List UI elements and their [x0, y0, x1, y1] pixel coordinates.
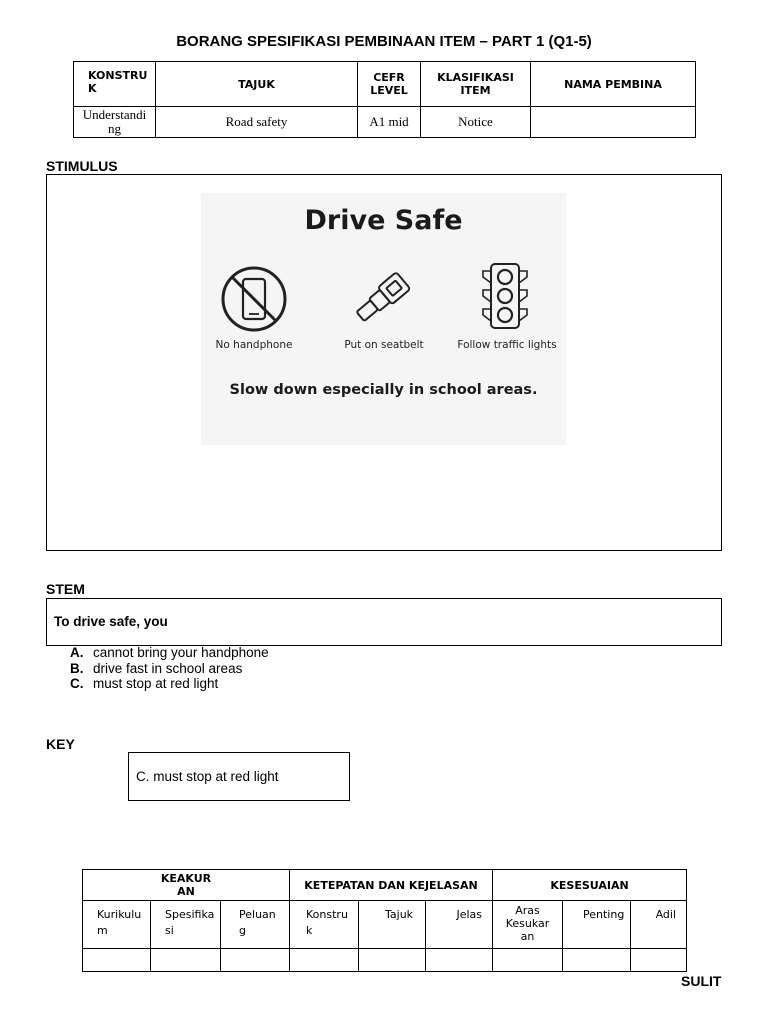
- option-a: [70, 645, 269, 661]
- options-list: [70, 645, 269, 692]
- key-box: [128, 752, 350, 801]
- seatbelt-icon: [348, 265, 420, 331]
- review-table: [82, 869, 687, 972]
- spec-header-cefr: CEFR LEVEL: [358, 62, 421, 107]
- spec-header-row: [74, 62, 696, 107]
- criteria-peluang: Peluan g: [221, 901, 290, 949]
- spec-value-konstruk: Understandi ng: [74, 107, 156, 138]
- criteria-konstruk: Konstru k: [290, 901, 359, 949]
- criteria-spesifikasi: Spesifika si: [151, 901, 221, 949]
- form-title: BORANG SPESIFIKASI PEMBINAAN ITEM – PART 1 (Q1-5): [176, 33, 592, 50]
- spec-value-klasifikasi: Notice: [421, 107, 531, 138]
- option-letter: C.: [70, 676, 84, 691]
- option-text: drive fast in school areas: [93, 660, 243, 676]
- caption-seatbelt: Put on seatbelt: [344, 339, 424, 351]
- criteria-adil: Adil: [631, 901, 687, 949]
- key-label: KEY: [46, 736, 75, 752]
- value-jelas[interactable]: [426, 949, 493, 972]
- option-letter: B.: [70, 660, 84, 676]
- traffic-light-icon: [477, 261, 533, 331]
- stimulus-label: STIMULUS: [46, 158, 118, 174]
- criteria-aras-kesukaran: Aras Kesukar an: [493, 901, 563, 949]
- value-kurikulum[interactable]: [83, 949, 151, 972]
- spec-value-row: [74, 107, 696, 138]
- review-value-row: [83, 949, 687, 972]
- criteria-kurikulum: Kurikulu m: [83, 901, 151, 949]
- caption-traffic-lights: Follow traffic lights: [457, 339, 557, 351]
- value-konstruk[interactable]: [290, 949, 359, 972]
- spec-table: [73, 61, 696, 138]
- spec-header-konstruk: KONSTRU K: [74, 62, 156, 107]
- footer-classification: SULIT: [681, 973, 722, 989]
- spec-value-cefr: A1 mid: [358, 107, 421, 138]
- value-tajuk[interactable]: [359, 949, 426, 972]
- group-ketepatan: KETEPATAN DAN KEJELASAN: [290, 870, 493, 901]
- spec-header-tajuk: TAJUK: [156, 62, 358, 107]
- poster-message: Slow down especially in school areas.: [229, 382, 538, 398]
- criteria-penting: Penting: [563, 901, 631, 949]
- spec-value-tajuk: Road safety: [156, 107, 358, 138]
- stem-box: [46, 598, 722, 646]
- option-letter: A.: [70, 645, 84, 660]
- key-answer: C. must stop at red light: [136, 769, 279, 784]
- value-peluang[interactable]: [221, 949, 290, 972]
- group-keakuran: KEAKUR AN: [83, 870, 290, 901]
- group-kesesuaian: KESESUAIAN: [493, 870, 687, 901]
- spec-header-klasifikasi: KLASIFIKASI ITEM: [421, 62, 531, 107]
- stem-text: To drive safe, you: [54, 614, 168, 629]
- criteria-jelas: Jelas: [426, 901, 493, 949]
- caption-no-handphone: No handphone: [215, 339, 293, 351]
- value-adil[interactable]: [631, 949, 687, 972]
- poster-title: Drive Safe: [304, 205, 463, 236]
- option-b: [70, 661, 269, 677]
- stem-label: STEM: [46, 581, 85, 597]
- option-text: cannot bring your handphone: [93, 645, 269, 660]
- drive-safe-poster: [201, 193, 566, 445]
- option-c: [70, 676, 269, 692]
- review-criteria-row: [83, 901, 687, 949]
- value-spesifikasi[interactable]: [151, 949, 221, 972]
- option-text: must stop at red light: [93, 676, 219, 691]
- criteria-tajuk: Tajuk: [359, 901, 426, 949]
- spec-value-nama-pembina: [531, 107, 696, 138]
- review-group-row: [83, 870, 687, 901]
- spec-header-nama-pembina: NAMA PEMBINA: [531, 62, 696, 107]
- value-aras-kesukaran[interactable]: [493, 949, 563, 972]
- no-phone-icon: [218, 263, 290, 335]
- value-penting[interactable]: [563, 949, 631, 972]
